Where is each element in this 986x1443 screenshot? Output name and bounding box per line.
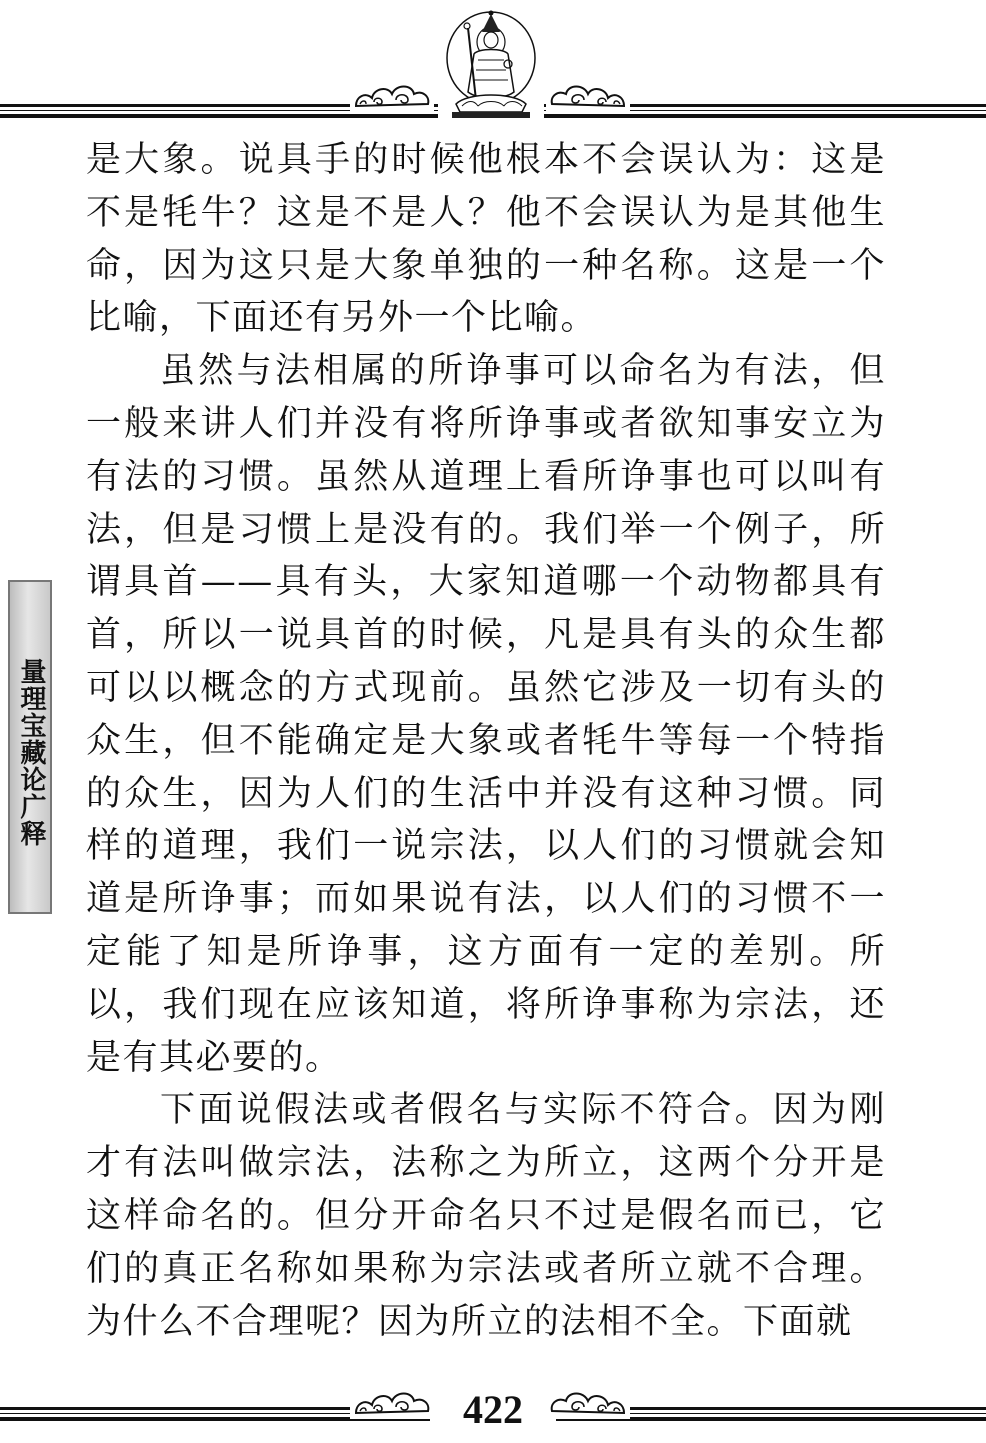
paragraph: 是大象。说具手的时候他根本不会误认为：这是不是牦牛？这是不是人？他不会误认为是其他生命，因为这只是大象单独的一种名称。这是一个比喻，下面还有另外一个比喻。: [86, 140, 886, 339]
cloud-ornament-left-icon: [350, 78, 434, 112]
cloud-ornament-right-icon: [546, 78, 630, 112]
guru-figure-icon: [438, 8, 544, 120]
page-number: 422: [463, 1387, 523, 1432]
page-body: [86, 134, 886, 1348]
paragraph: 下面说假法或者假名与实际不符合。因为刚才有法叫做宗法，法称之为所立，这两个分开是这样命名的。但分开命名只不过是假名而已，它们的真正名称如果称为宗法或者所立就不合理。为什么不合理呢？因为所立的法相不全。下面就: [86, 1090, 886, 1342]
paragraph: 虽然与法相属的所诤事可以命名为有法，但一般来讲人们并没有将所诤事或者欲知事安立为有法的习惯。虽然从道理上看所诤事也可以叫有法，但是习惯上是没有的。我们举一个例子，所谓具首——具有头，大家知道哪一个动物都具有首，所以一说具首的时候，凡是具有头的众生都可以以概念的方式现前。虽然它涉及一切有头的众生，但不能确定是大象或者牦牛等每一个特指的众生，因为人们的生活中并没有这种习惯。同样的道理，我们一说宗法，以人们的习惯就会知道是所诤事；而如果说有法，以人们的习惯不一定能了知是所诤事，这方面有一定的差别。所以，我们现在应该知道，将所诤事称为宗法，还是有其必要的。: [86, 351, 886, 1078]
cloud-ornament-right-icon: [546, 1385, 630, 1419]
cloud-ornament-left-icon: [350, 1385, 434, 1419]
book-title-vertical: 量理宝藏论广释: [16, 657, 46, 847]
side-tab: [8, 580, 52, 914]
